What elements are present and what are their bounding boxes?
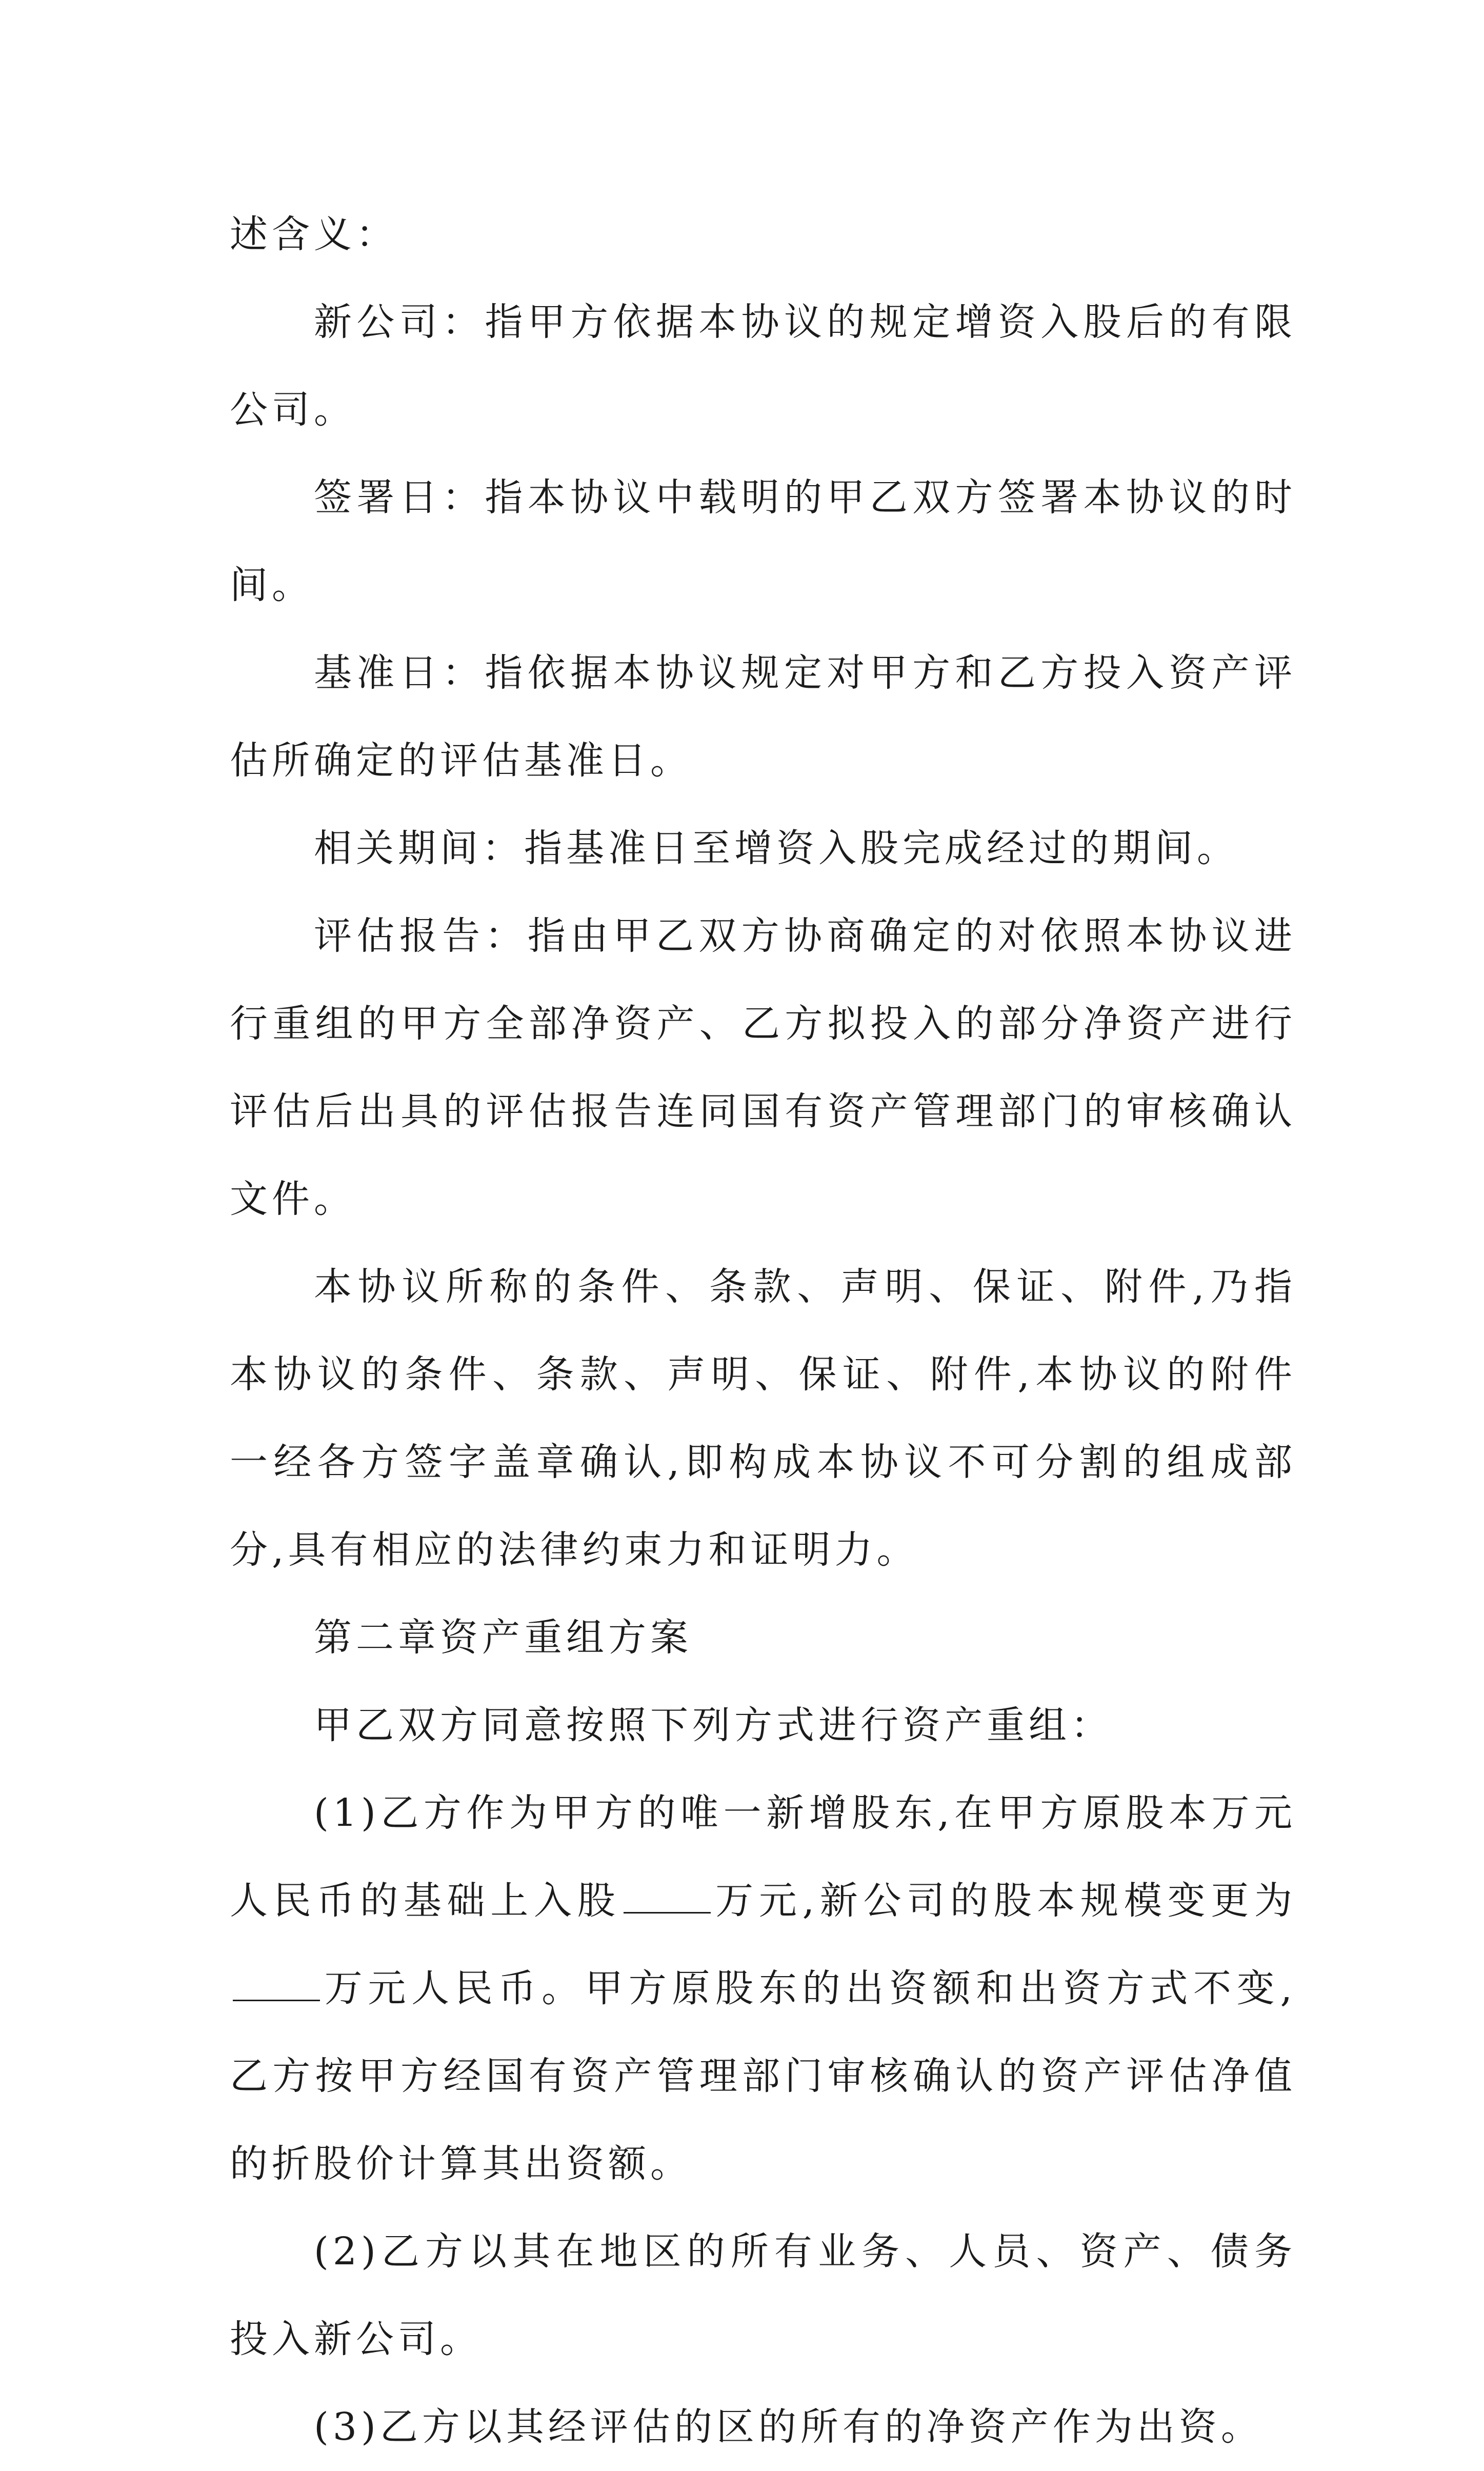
document-body bbox=[230, 191, 1296, 2471]
item-1-text-part-2: 万元,新公司的股本规模变更为 bbox=[714, 1879, 1296, 1923]
paragraph-item-1 bbox=[230, 1769, 1296, 2208]
paragraph-signing-date: 签署日：指本协议中载明的甲乙双方签署本协议的时间。 bbox=[230, 475, 1296, 607]
paragraph-item-2: (2)乙方以其在地区的所有业务、人员、资产、债务投入新公司。 bbox=[230, 2229, 1296, 2361]
paragraph-relevant-period: 相关期间：指基准日至增资入股完成经过的期间。 bbox=[314, 826, 1239, 870]
paragraph-new-company: 新公司：指甲方依据本协议的规定增资入股后的有限公司。 bbox=[230, 300, 1296, 432]
chapter-heading: 第二章资产重组方案 bbox=[314, 1616, 692, 1660]
paragraph-base-date: 基准日：指依据本协议规定对甲方和乙方投入资产评估所确定的评估基准日。 bbox=[230, 651, 1296, 783]
paragraph-definitions-intro: 述含义： bbox=[230, 212, 398, 256]
paragraph-terms-and-annexes: 本协议所称的条件、条款、声明、保证、附件,乃指本协议的条件、条款、声明、保证、附件,本协议的附件一经各方签字盖章确认,即构成本协议不可分割的组成部分,具有相应的法律约束力和证明力。 bbox=[230, 1265, 1296, 1572]
fill-in-blank bbox=[624, 1878, 711, 1914]
item-1-text-part-3: 万元人民币。甲方原股东的出资额和出资方式不变,乙方按甲方经国有资产管理部门审核确认的资产评估净值的折股价计算其出资额。 bbox=[230, 1966, 1296, 2186]
paragraph-item-3: (3)乙方以其经评估的区的所有的净资产作为出资。 bbox=[314, 2405, 1263, 2449]
paragraph-restructuring-intro: 甲乙双方同意按照下列方式进行资产重组： bbox=[314, 1703, 1113, 1747]
item-1-text-part-1: (1)乙方作为甲方的唯一新增股东,在甲方原股本万元人民币的基础上入股 bbox=[230, 1791, 1296, 1923]
paragraph-evaluation-report: 评估报告：指由甲乙双方协商确定的对依照本协议进行重组的甲方全部净资产、乙方拟投入的部分净资产进行评估后出具的评估报告连同国有资产管理部门的审核确认文件。 bbox=[230, 914, 1296, 1221]
fill-in-blank bbox=[233, 1966, 320, 2001]
